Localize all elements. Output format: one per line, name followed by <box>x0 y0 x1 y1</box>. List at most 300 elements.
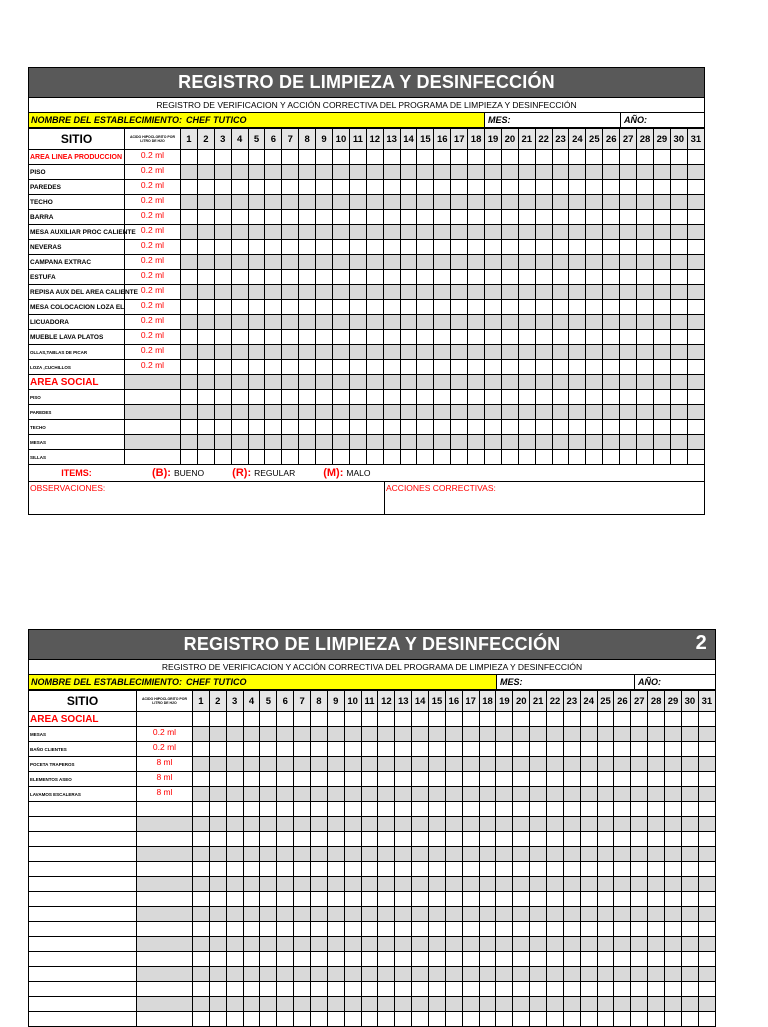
check-cell[interactable] <box>552 270 569 285</box>
check-cell[interactable] <box>698 877 715 892</box>
check-cell[interactable] <box>366 375 383 390</box>
check-cell[interactable] <box>563 877 580 892</box>
check-cell[interactable] <box>485 210 502 225</box>
check-cell[interactable] <box>670 300 687 315</box>
check-cell[interactable] <box>311 757 328 772</box>
check-cell[interactable] <box>552 165 569 180</box>
check-cell[interactable] <box>580 997 597 1012</box>
check-cell[interactable] <box>687 300 704 315</box>
check-cell[interactable] <box>569 270 586 285</box>
check-cell[interactable] <box>378 772 395 787</box>
check-cell[interactable] <box>260 1012 277 1027</box>
check-cell[interactable] <box>665 802 682 817</box>
check-cell[interactable] <box>530 982 547 997</box>
check-cell[interactable] <box>193 1012 210 1027</box>
check-cell[interactable] <box>468 210 485 225</box>
check-cell[interactable] <box>698 757 715 772</box>
check-cell[interactable] <box>569 225 586 240</box>
check-cell[interactable] <box>231 225 248 240</box>
check-cell[interactable] <box>631 922 648 937</box>
check-cell[interactable] <box>547 832 564 847</box>
check-cell[interactable] <box>181 195 198 210</box>
check-cell[interactable] <box>462 937 479 952</box>
check-cell[interactable] <box>209 967 226 982</box>
check-cell[interactable] <box>231 150 248 165</box>
check-cell[interactable] <box>586 165 603 180</box>
check-cell[interactable] <box>552 240 569 255</box>
check-cell[interactable] <box>681 757 698 772</box>
check-cell[interactable] <box>361 862 378 877</box>
check-cell[interactable] <box>518 360 535 375</box>
check-cell[interactable] <box>687 255 704 270</box>
check-cell[interactable] <box>299 300 316 315</box>
check-cell[interactable] <box>648 862 665 877</box>
check-cell[interactable] <box>496 937 513 952</box>
check-cell[interactable] <box>620 435 637 450</box>
check-cell[interactable] <box>535 450 552 465</box>
check-cell[interactable] <box>620 195 637 210</box>
check-cell[interactable] <box>485 360 502 375</box>
check-cell[interactable] <box>277 757 294 772</box>
check-cell[interactable] <box>349 270 366 285</box>
check-cell[interactable] <box>698 787 715 802</box>
check-cell[interactable] <box>361 922 378 937</box>
check-cell[interactable] <box>395 982 412 997</box>
check-cell[interactable] <box>586 300 603 315</box>
check-cell[interactable] <box>620 150 637 165</box>
check-cell[interactable] <box>311 832 328 847</box>
check-cell[interactable] <box>231 165 248 180</box>
check-cell[interactable] <box>181 285 198 300</box>
check-cell[interactable] <box>327 787 344 802</box>
check-cell[interactable] <box>648 757 665 772</box>
check-cell[interactable] <box>316 375 333 390</box>
check-cell[interactable] <box>468 375 485 390</box>
check-cell[interactable] <box>243 757 260 772</box>
check-cell[interactable] <box>485 315 502 330</box>
check-cell[interactable] <box>333 435 350 450</box>
check-cell[interactable] <box>586 360 603 375</box>
check-cell[interactable] <box>226 967 243 982</box>
check-cell[interactable] <box>434 420 451 435</box>
check-cell[interactable] <box>193 862 210 877</box>
check-cell[interactable] <box>226 802 243 817</box>
check-cell[interactable] <box>243 727 260 742</box>
check-cell[interactable] <box>462 832 479 847</box>
check-cell[interactable] <box>349 210 366 225</box>
check-cell[interactable] <box>197 225 214 240</box>
check-cell[interactable] <box>294 742 311 757</box>
check-cell[interactable] <box>603 390 620 405</box>
check-cell[interactable] <box>417 240 434 255</box>
check-cell[interactable] <box>451 300 468 315</box>
check-cell[interactable] <box>366 180 383 195</box>
check-cell[interactable] <box>417 165 434 180</box>
check-cell[interactable] <box>518 270 535 285</box>
check-cell[interactable] <box>479 982 496 997</box>
check-cell[interactable] <box>518 450 535 465</box>
check-cell[interactable] <box>580 877 597 892</box>
check-cell[interactable] <box>614 727 631 742</box>
check-cell[interactable] <box>698 712 715 727</box>
check-cell[interactable] <box>193 892 210 907</box>
check-cell[interactable] <box>316 210 333 225</box>
check-cell[interactable] <box>378 907 395 922</box>
check-cell[interactable] <box>665 847 682 862</box>
check-cell[interactable] <box>277 727 294 742</box>
check-cell[interactable] <box>687 165 704 180</box>
check-cell[interactable] <box>698 997 715 1012</box>
check-cell[interactable] <box>344 1012 361 1027</box>
check-cell[interactable] <box>344 757 361 772</box>
check-cell[interactable] <box>344 907 361 922</box>
check-cell[interactable] <box>547 727 564 742</box>
check-cell[interactable] <box>648 727 665 742</box>
check-cell[interactable] <box>197 315 214 330</box>
check-cell[interactable] <box>563 712 580 727</box>
check-cell[interactable] <box>637 375 654 390</box>
check-cell[interactable] <box>620 180 637 195</box>
check-cell[interactable] <box>631 712 648 727</box>
check-cell[interactable] <box>226 742 243 757</box>
check-cell[interactable] <box>193 907 210 922</box>
check-cell[interactable] <box>670 180 687 195</box>
check-cell[interactable] <box>552 420 569 435</box>
check-cell[interactable] <box>434 345 451 360</box>
check-cell[interactable] <box>563 1012 580 1027</box>
check-cell[interactable] <box>344 997 361 1012</box>
check-cell[interactable] <box>552 405 569 420</box>
check-cell[interactable] <box>648 802 665 817</box>
check-cell[interactable] <box>260 802 277 817</box>
check-cell[interactable] <box>501 255 518 270</box>
check-cell[interactable] <box>547 712 564 727</box>
check-cell[interactable] <box>580 712 597 727</box>
check-cell[interactable] <box>451 375 468 390</box>
check-cell[interactable] <box>653 405 670 420</box>
check-cell[interactable] <box>243 817 260 832</box>
check-cell[interactable] <box>197 180 214 195</box>
check-cell[interactable] <box>552 180 569 195</box>
check-cell[interactable] <box>698 982 715 997</box>
check-cell[interactable] <box>603 255 620 270</box>
check-cell[interactable] <box>412 727 429 742</box>
check-cell[interactable] <box>311 712 328 727</box>
check-cell[interactable] <box>181 300 198 315</box>
check-cell[interactable] <box>670 345 687 360</box>
check-cell[interactable] <box>580 817 597 832</box>
check-cell[interactable] <box>316 255 333 270</box>
check-cell[interactable] <box>311 952 328 967</box>
check-cell[interactable] <box>547 847 564 862</box>
check-cell[interactable] <box>518 180 535 195</box>
check-cell[interactable] <box>653 315 670 330</box>
check-cell[interactable] <box>479 712 496 727</box>
check-cell[interactable] <box>580 907 597 922</box>
check-cell[interactable] <box>316 195 333 210</box>
check-cell[interactable] <box>214 255 231 270</box>
check-cell[interactable] <box>496 727 513 742</box>
check-cell[interactable] <box>665 922 682 937</box>
check-cell[interactable] <box>344 817 361 832</box>
check-cell[interactable] <box>501 225 518 240</box>
check-cell[interactable] <box>462 982 479 997</box>
check-cell[interactable] <box>197 240 214 255</box>
check-cell[interactable] <box>209 847 226 862</box>
check-cell[interactable] <box>412 862 429 877</box>
check-cell[interactable] <box>327 952 344 967</box>
check-cell[interactable] <box>648 1012 665 1027</box>
check-cell[interactable] <box>535 345 552 360</box>
check-cell[interactable] <box>361 757 378 772</box>
check-cell[interactable] <box>513 787 530 802</box>
check-cell[interactable] <box>580 967 597 982</box>
check-cell[interactable] <box>451 240 468 255</box>
check-cell[interactable] <box>496 832 513 847</box>
check-cell[interactable] <box>451 225 468 240</box>
check-cell[interactable] <box>226 712 243 727</box>
check-cell[interactable] <box>248 330 265 345</box>
check-cell[interactable] <box>282 165 299 180</box>
check-cell[interactable] <box>535 330 552 345</box>
check-cell[interactable] <box>580 892 597 907</box>
check-cell[interactable] <box>496 1012 513 1027</box>
check-cell[interactable] <box>530 832 547 847</box>
check-cell[interactable] <box>530 757 547 772</box>
check-cell[interactable] <box>698 772 715 787</box>
check-cell[interactable] <box>631 952 648 967</box>
check-cell[interactable] <box>552 315 569 330</box>
check-cell[interactable] <box>462 817 479 832</box>
check-cell[interactable] <box>193 877 210 892</box>
check-cell[interactable] <box>181 375 198 390</box>
check-cell[interactable] <box>614 892 631 907</box>
check-cell[interactable] <box>214 345 231 360</box>
check-cell[interactable] <box>580 772 597 787</box>
check-cell[interactable] <box>485 345 502 360</box>
check-cell[interactable] <box>597 727 614 742</box>
check-cell[interactable] <box>265 270 282 285</box>
check-cell[interactable] <box>563 757 580 772</box>
check-cell[interactable] <box>698 907 715 922</box>
check-cell[interactable] <box>462 727 479 742</box>
check-cell[interactable] <box>513 757 530 772</box>
check-cell[interactable] <box>209 757 226 772</box>
check-cell[interactable] <box>383 180 400 195</box>
check-cell[interactable] <box>687 225 704 240</box>
check-cell[interactable] <box>501 180 518 195</box>
check-cell[interactable] <box>501 375 518 390</box>
check-cell[interactable] <box>637 210 654 225</box>
check-cell[interactable] <box>468 345 485 360</box>
check-cell[interactable] <box>462 1012 479 1027</box>
check-cell[interactable] <box>311 742 328 757</box>
check-cell[interactable] <box>586 375 603 390</box>
check-cell[interactable] <box>462 997 479 1012</box>
check-cell[interactable] <box>698 862 715 877</box>
check-cell[interactable] <box>620 225 637 240</box>
check-cell[interactable] <box>620 345 637 360</box>
check-cell[interactable] <box>243 712 260 727</box>
check-cell[interactable] <box>496 892 513 907</box>
check-cell[interactable] <box>265 390 282 405</box>
check-cell[interactable] <box>535 180 552 195</box>
check-cell[interactable] <box>445 922 462 937</box>
check-cell[interactable] <box>311 802 328 817</box>
check-cell[interactable] <box>181 420 198 435</box>
check-cell[interactable] <box>603 375 620 390</box>
check-cell[interactable] <box>260 712 277 727</box>
check-cell[interactable] <box>513 952 530 967</box>
check-cell[interactable] <box>637 390 654 405</box>
check-cell[interactable] <box>580 922 597 937</box>
check-cell[interactable] <box>563 742 580 757</box>
check-cell[interactable] <box>513 922 530 937</box>
check-cell[interactable] <box>614 907 631 922</box>
check-cell[interactable] <box>299 225 316 240</box>
check-cell[interactable] <box>181 435 198 450</box>
check-cell[interactable] <box>366 315 383 330</box>
check-cell[interactable] <box>451 255 468 270</box>
check-cell[interactable] <box>687 345 704 360</box>
check-cell[interactable] <box>496 997 513 1012</box>
check-cell[interactable] <box>333 210 350 225</box>
check-cell[interactable] <box>620 405 637 420</box>
check-cell[interactable] <box>214 225 231 240</box>
check-cell[interactable] <box>243 907 260 922</box>
check-cell[interactable] <box>445 997 462 1012</box>
check-cell[interactable] <box>197 435 214 450</box>
check-cell[interactable] <box>535 165 552 180</box>
check-cell[interactable] <box>580 802 597 817</box>
check-cell[interactable] <box>648 892 665 907</box>
check-cell[interactable] <box>468 165 485 180</box>
check-cell[interactable] <box>631 997 648 1012</box>
check-cell[interactable] <box>496 982 513 997</box>
observations-field[interactable] <box>29 482 385 514</box>
check-cell[interactable] <box>535 195 552 210</box>
check-cell[interactable] <box>400 360 417 375</box>
check-cell[interactable] <box>445 742 462 757</box>
check-cell[interactable] <box>383 330 400 345</box>
check-cell[interactable] <box>400 420 417 435</box>
check-cell[interactable] <box>193 757 210 772</box>
check-cell[interactable] <box>209 877 226 892</box>
check-cell[interactable] <box>395 772 412 787</box>
check-cell[interactable] <box>530 892 547 907</box>
check-cell[interactable] <box>243 967 260 982</box>
check-cell[interactable] <box>361 832 378 847</box>
check-cell[interactable] <box>282 375 299 390</box>
check-cell[interactable] <box>665 952 682 967</box>
check-cell[interactable] <box>468 405 485 420</box>
check-cell[interactable] <box>445 937 462 952</box>
check-cell[interactable] <box>383 345 400 360</box>
check-cell[interactable] <box>479 967 496 982</box>
check-cell[interactable] <box>299 405 316 420</box>
check-cell[interactable] <box>344 802 361 817</box>
check-cell[interactable] <box>535 270 552 285</box>
check-cell[interactable] <box>479 862 496 877</box>
check-cell[interactable] <box>299 375 316 390</box>
check-cell[interactable] <box>265 330 282 345</box>
check-cell[interactable] <box>366 405 383 420</box>
check-cell[interactable] <box>513 862 530 877</box>
check-cell[interactable] <box>670 270 687 285</box>
check-cell[interactable] <box>462 952 479 967</box>
check-cell[interactable] <box>226 877 243 892</box>
check-cell[interactable] <box>569 180 586 195</box>
check-cell[interactable] <box>451 285 468 300</box>
check-cell[interactable] <box>485 390 502 405</box>
check-cell[interactable] <box>434 180 451 195</box>
check-cell[interactable] <box>603 405 620 420</box>
check-cell[interactable] <box>434 435 451 450</box>
check-cell[interactable] <box>349 195 366 210</box>
check-cell[interactable] <box>637 270 654 285</box>
check-cell[interactable] <box>243 742 260 757</box>
check-cell[interactable] <box>316 225 333 240</box>
check-cell[interactable] <box>282 255 299 270</box>
check-cell[interactable] <box>214 240 231 255</box>
check-cell[interactable] <box>378 757 395 772</box>
check-cell[interactable] <box>265 375 282 390</box>
check-cell[interactable] <box>653 360 670 375</box>
check-cell[interactable] <box>181 315 198 330</box>
check-cell[interactable] <box>361 1012 378 1027</box>
check-cell[interactable] <box>513 772 530 787</box>
check-cell[interactable] <box>681 742 698 757</box>
check-cell[interactable] <box>597 862 614 877</box>
check-cell[interactable] <box>479 817 496 832</box>
check-cell[interactable] <box>294 907 311 922</box>
check-cell[interactable] <box>614 1012 631 1027</box>
check-cell[interactable] <box>637 450 654 465</box>
check-cell[interactable] <box>485 405 502 420</box>
check-cell[interactable] <box>366 420 383 435</box>
check-cell[interactable] <box>412 907 429 922</box>
check-cell[interactable] <box>327 997 344 1012</box>
check-cell[interactable] <box>248 180 265 195</box>
check-cell[interactable] <box>653 240 670 255</box>
check-cell[interactable] <box>530 712 547 727</box>
check-cell[interactable] <box>395 952 412 967</box>
check-cell[interactable] <box>563 982 580 997</box>
check-cell[interactable] <box>681 922 698 937</box>
check-cell[interactable] <box>412 982 429 997</box>
check-cell[interactable] <box>462 892 479 907</box>
check-cell[interactable] <box>214 375 231 390</box>
check-cell[interactable] <box>327 832 344 847</box>
check-cell[interactable] <box>687 240 704 255</box>
check-cell[interactable] <box>400 165 417 180</box>
check-cell[interactable] <box>316 450 333 465</box>
check-cell[interactable] <box>361 937 378 952</box>
check-cell[interactable] <box>687 270 704 285</box>
check-cell[interactable] <box>344 952 361 967</box>
check-cell[interactable] <box>501 315 518 330</box>
check-cell[interactable] <box>665 832 682 847</box>
check-cell[interactable] <box>429 952 446 967</box>
check-cell[interactable] <box>366 285 383 300</box>
check-cell[interactable] <box>580 742 597 757</box>
check-cell[interactable] <box>535 360 552 375</box>
check-cell[interactable] <box>665 892 682 907</box>
check-cell[interactable] <box>681 847 698 862</box>
check-cell[interactable] <box>462 802 479 817</box>
check-cell[interactable] <box>501 360 518 375</box>
check-cell[interactable] <box>485 300 502 315</box>
